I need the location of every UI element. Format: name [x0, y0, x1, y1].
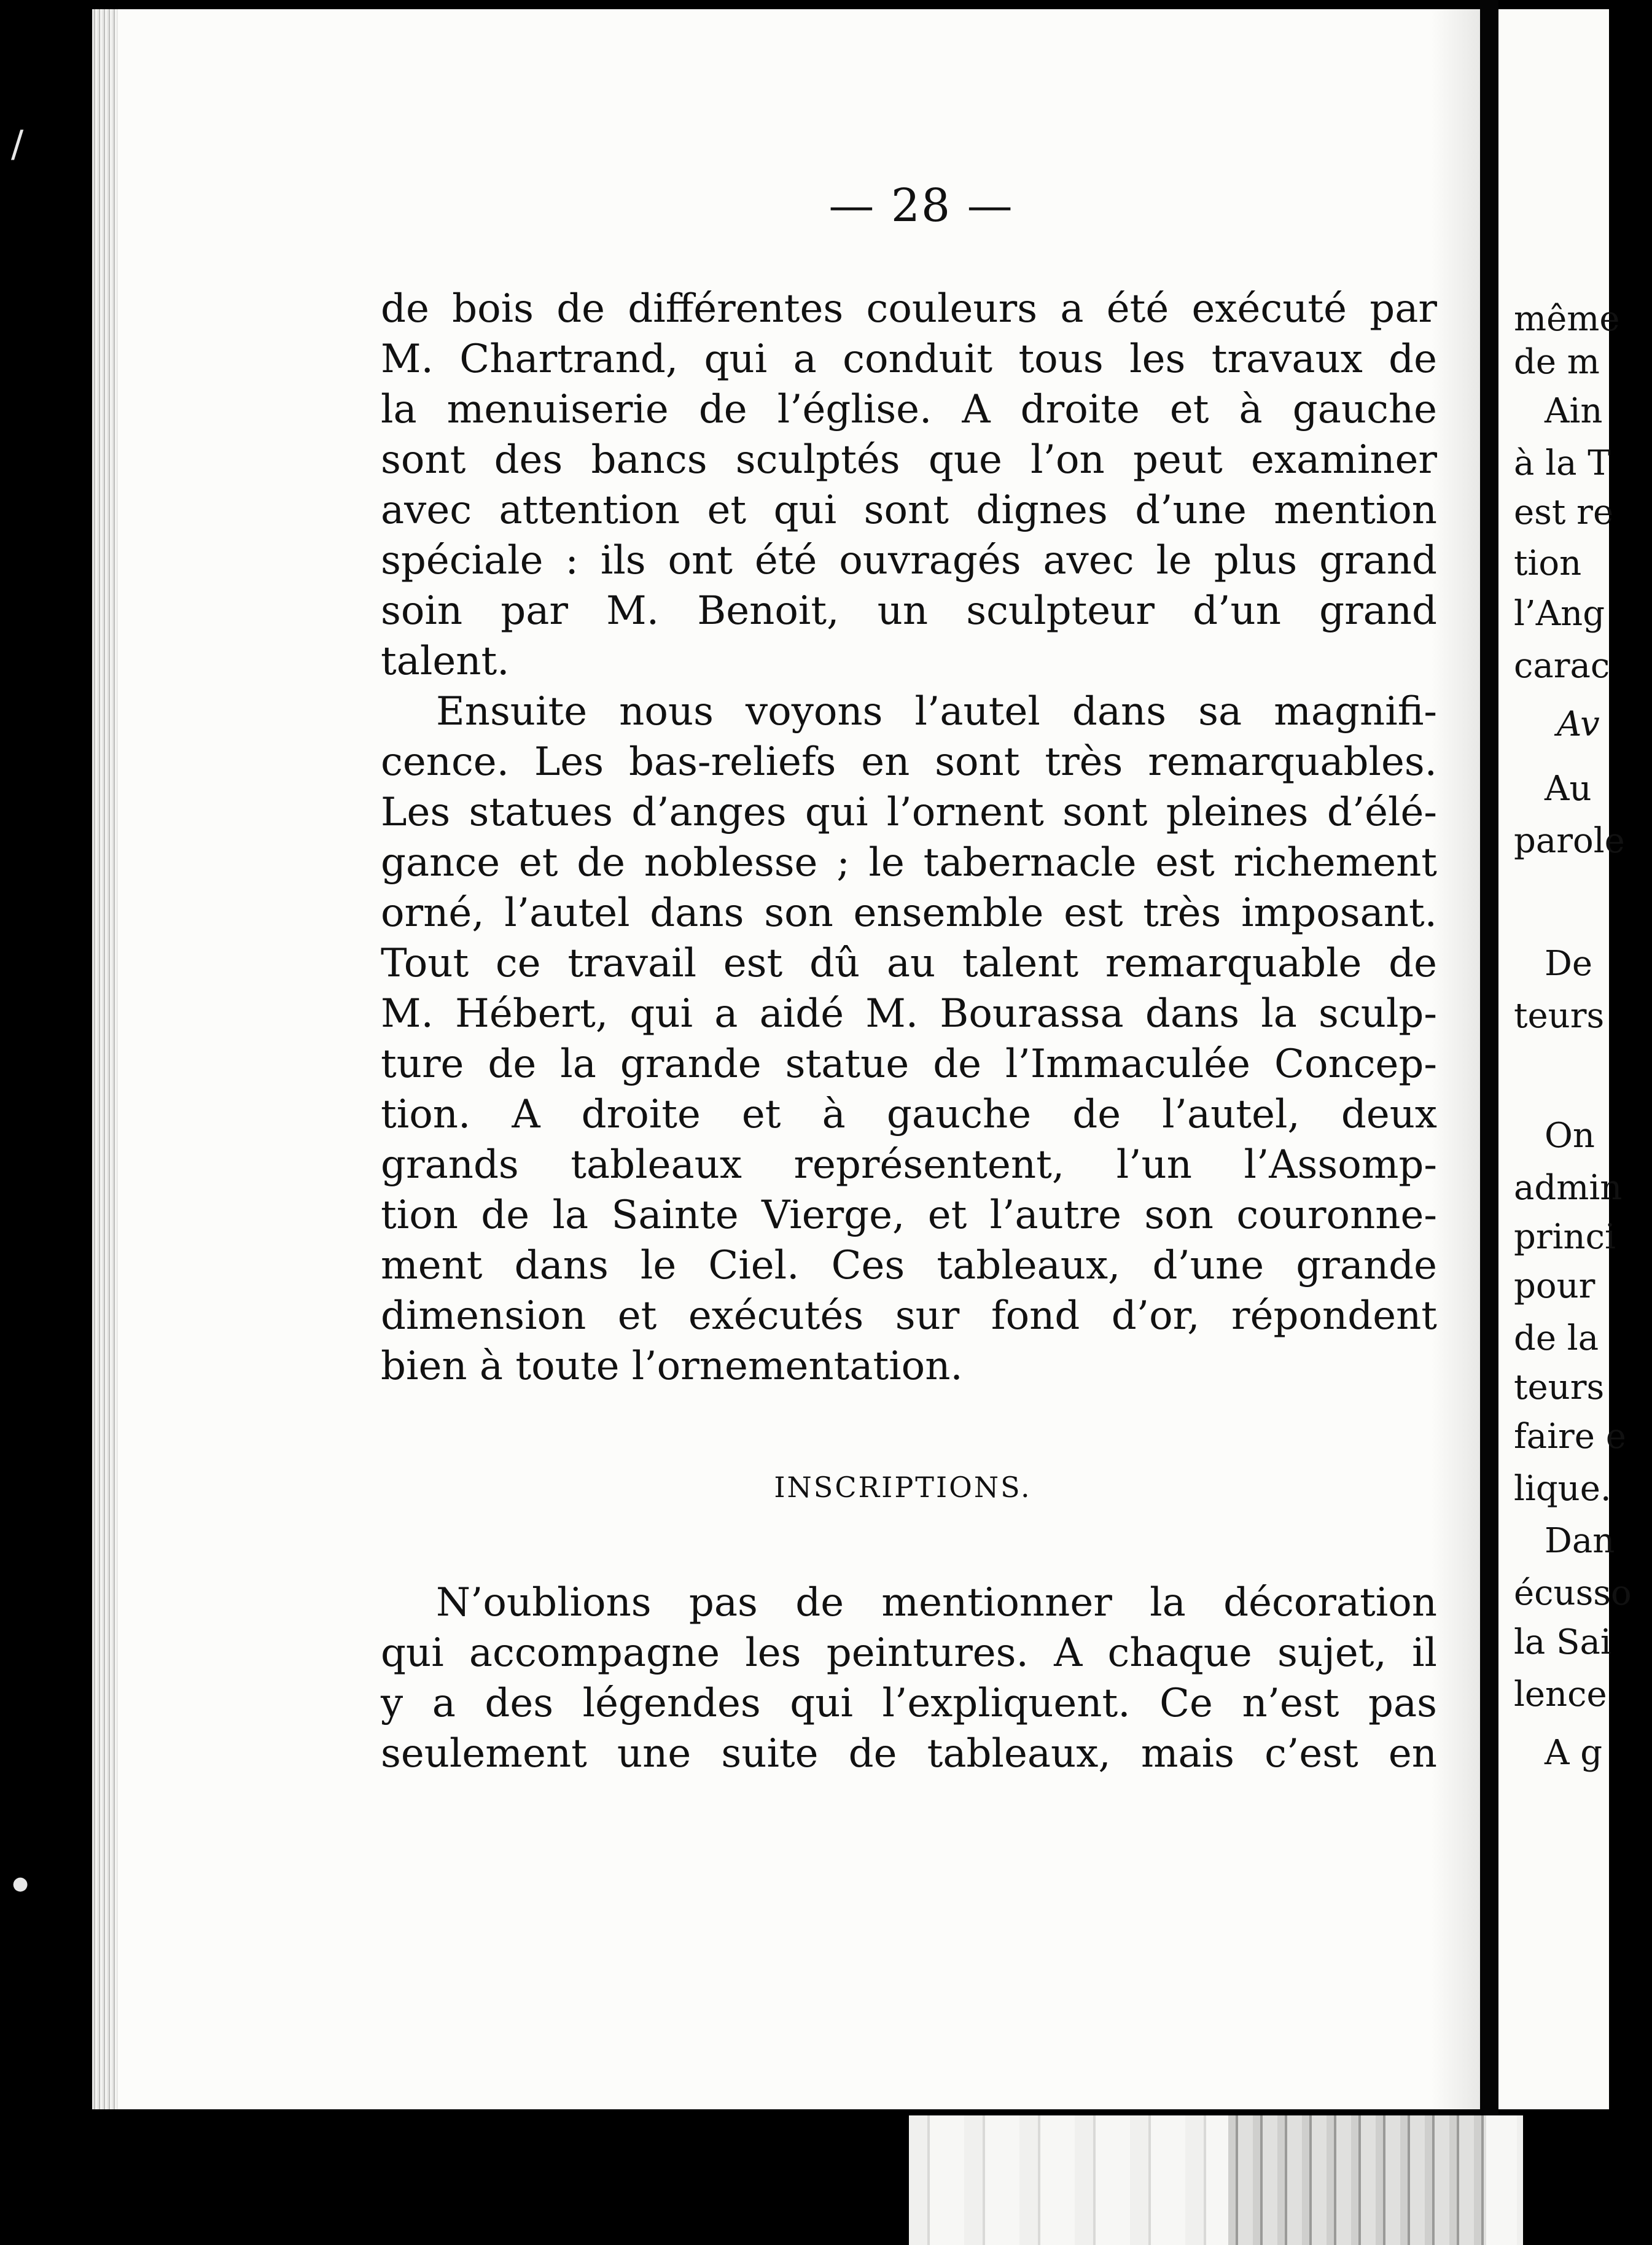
right-page-fragment: à la T: [1514, 443, 1611, 483]
text-line: gance et de noblesse ; le tabernacle est richement: [381, 840, 1437, 885]
page-stack-strip-dark: [1228, 2115, 1486, 2245]
scan-speck: ●: [12, 1873, 29, 1894]
right-page-fragment: lence: [1514, 1675, 1607, 1714]
right-page-fragment: Dan: [1545, 1521, 1615, 1561]
text-line: sont des bancs sculptés que l’on peut examiner: [381, 437, 1437, 483]
right-page-fragment: est re: [1514, 492, 1614, 532]
text-line: grands tableaux représentent, l’un l’Assomp-: [381, 1142, 1437, 1188]
text-line: M. Hébert, qui a aidé M. Bourassa dans la sculp-: [381, 991, 1437, 1037]
right-page-fragment: A g: [1545, 1733, 1603, 1773]
right-page-fragment: Av: [1557, 704, 1600, 744]
right-page-fragment: pour: [1514, 1266, 1596, 1306]
section-heading: INSCRIPTIONS.: [774, 1471, 1032, 1504]
scan-speck: /: [11, 123, 24, 166]
text-line: talent.: [381, 639, 510, 684]
text-line: seulement une suite de tableaux, mais c’est en: [381, 1731, 1437, 1776]
text-line: de bois de différentes couleurs a été exécuté par: [381, 286, 1437, 332]
right-page-fragment: Au: [1545, 769, 1592, 809]
text-line: bien à toute l’ornementation.: [381, 1344, 963, 1389]
right-page-fragment: lique.: [1514, 1469, 1611, 1509]
right-page-fragment: écusso: [1514, 1573, 1632, 1613]
right-page-fragment: admin: [1514, 1168, 1623, 1208]
text-line: la menuiserie de l’église. A droite et à gauche: [381, 387, 1437, 432]
right-page-fragment: De: [1545, 944, 1593, 984]
right-page-fragment: la Sai: [1514, 1622, 1611, 1662]
right-page-fragment: carac: [1514, 646, 1610, 686]
right-page-fragment: l’Ang: [1514, 594, 1605, 634]
text-line: Ensuite nous voyons l’autel dans sa magnifi-: [436, 689, 1437, 734]
right-page-fragment: parole: [1514, 821, 1625, 861]
text-line: M. Chartrand, qui a conduit tous les travaux de: [381, 337, 1437, 382]
text-line: cence. Les bas-reliefs en sont très remarquables.: [381, 739, 1437, 785]
book-gutter: [1480, 0, 1498, 2245]
text-line: y a des légendes qui l’expliquent. Ce n’est pas: [381, 1681, 1437, 1726]
text-line: dimension et exécutés sur fond d’or, répondent: [381, 1293, 1437, 1339]
text-line: ture de la grande statue de l’Immaculée Concep-: [381, 1041, 1437, 1087]
page-edge: [92, 9, 118, 2109]
text-line: ment dans le Ciel. Ces tableaux, d’une grande: [381, 1243, 1437, 1288]
right-page-fragment: de la: [1514, 1318, 1599, 1358]
page-shadow: [1431, 9, 1480, 2109]
right-page-fragment: Ain: [1545, 391, 1603, 431]
right-page-fragment: de m: [1514, 342, 1600, 382]
text-line: orné, l’autel dans son ensemble est très imposant.: [381, 890, 1437, 936]
text-line: tion. A droite et à gauche de l’autel, deux: [381, 1092, 1437, 1137]
right-page-fragment: teurs: [1514, 1368, 1605, 1407]
right-page-fragment: faire e: [1514, 1417, 1626, 1457]
page-number: — 28 —: [828, 179, 1014, 232]
text-line: Les statues d’anges qui l’ornent sont pleines d’élé-: [381, 790, 1437, 835]
text-line: N’oublions pas de mentionner la décoration: [436, 1580, 1437, 1625]
text-line: soin par M. Benoit, un sculpteur d’un grand: [381, 588, 1437, 634]
right-page-fragment: princi: [1514, 1217, 1616, 1257]
right-page-fragment: tion: [1514, 543, 1582, 583]
text-line: Tout ce travail est dû au talent remarquable de: [381, 941, 1437, 986]
text-line: qui accompagne les peintures. A chaque sujet, il: [381, 1630, 1437, 1676]
right-page-fragment: même: [1514, 299, 1620, 339]
text-line: spéciale : ils ont été ouvragés avec le plus grand: [381, 538, 1437, 583]
text-line: tion de la Sainte Vierge, et l’autre son couronne-: [381, 1193, 1437, 1238]
right-page-fragment: teurs: [1514, 996, 1605, 1036]
text-line: avec attention et qui sont dignes d’une mention: [381, 488, 1437, 533]
right-page-fragment: On: [1545, 1116, 1595, 1156]
